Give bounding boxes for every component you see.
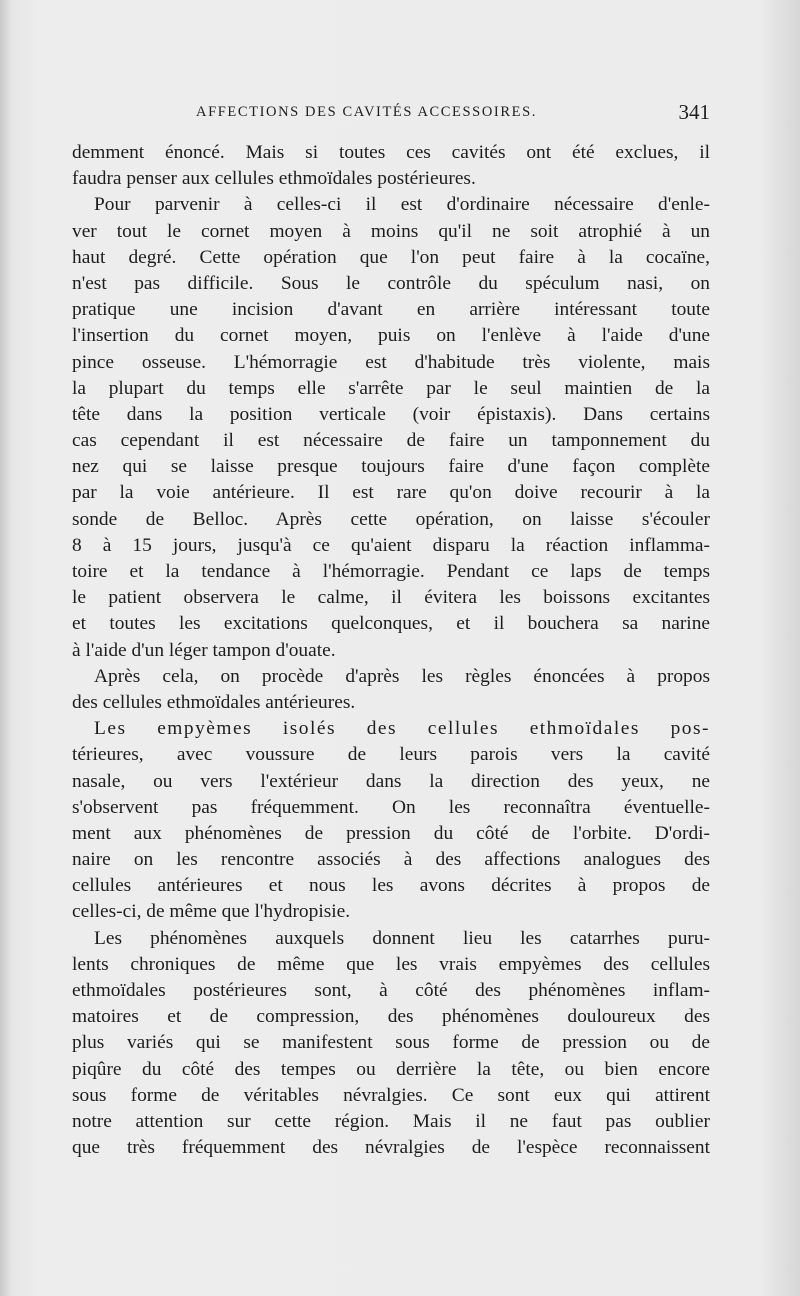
text-line: naire on les rencontre associés à des affections analogues des [72, 849, 710, 871]
text-line: Les phénomènes auxquels donnent lieu les catarrhes puru- [94, 927, 710, 949]
text-line: matoires et de compression, des phénomènes douloureux des [72, 1006, 710, 1028]
text-line: pratique une incision d'avant en arrière intéressant toute [72, 299, 710, 321]
text-line: toire et la tendance à l'hémorragie. Pendant ce laps de temps [72, 561, 710, 582]
text-line: térieures, avec voussure de leurs parois vers la cavité [72, 744, 710, 766]
text-line: ver tout le cornet moyen à moins qu'il ne soit atrophié à un [72, 220, 710, 242]
text-line: nasale, ou vers l'extérieur dans la direction des yeux, ne [72, 770, 710, 792]
text-line: nez qui se laisse presque toujours faire d'une façon complète [72, 456, 710, 478]
text-line: pince osseuse. L'hémorragie est d'habitude très violente, mais [72, 351, 710, 373]
text-line: ethmoïdales postérieures sont, à côté des phénomènes inflam- [72, 980, 710, 1001]
paragraph-4 [72, 716, 710, 926]
text-line: haut degré. Cette opération que l'on peut faire à la cocaïne, [72, 246, 710, 268]
text-line: cas cependant il est nécessaire de faire un tamponnement du [72, 430, 710, 452]
text-line: celles-ci, de même que l'hydropisie. [72, 901, 351, 923]
text-line: sous forme de véritables névralgies. Ce sont eux qui attirent [72, 1084, 710, 1106]
text-line: sonde de Belloc. Après cette opération, on laisse s'écouler [72, 508, 710, 530]
text-line: à l'aide d'un léger tampon d'ouate. [72, 639, 336, 661]
paragraph-3 [72, 664, 710, 716]
text-line: demment énoncé. Mais si toutes ces cavités ont été exclues, il [72, 142, 710, 163]
text-line: plus variés qui se manifestent sous forme de pression ou de [72, 1032, 710, 1054]
paragraph-5 [72, 926, 710, 1162]
text-line: tête dans la position verticale (voir épistaxis). Dans certains [72, 403, 710, 425]
text-line: Après cela, on procède d'après les règles énoncées à propos [94, 665, 710, 687]
text-line: l'insertion du cornet moyen, puis on l'enlève à l'aide d'une [72, 325, 710, 347]
text-line: cellules antérieures et nous les avons décrites à propos de [72, 875, 710, 897]
body-text [72, 140, 710, 1161]
text-line: le patient observera le calme, il évitera les boissons excitantes [72, 587, 710, 609]
text-line: que très fréquemment des névralgies de l'espèce reconnaissent [72, 1137, 710, 1159]
text-line: faudra penser aux cellules ethmoïdales postérieures. [72, 168, 476, 190]
text-line: des cellules ethmoïdales antérieures. [72, 691, 356, 713]
text-line: 8 à 15 jours, jusqu'à ce qu'aient disparu la réaction inflamma- [72, 534, 710, 556]
page-number: 341 [678, 100, 710, 124]
text-line: notre attention sur cette région. Mais il ne faut pas oublier [72, 1110, 710, 1132]
text-line: ment aux phénomènes de pression du côté de l'orbite. D'ordi- [72, 822, 710, 844]
text-line: la plupart du temps elle s'arrête par le seul maintien de la [72, 377, 710, 399]
text-line: Pour parvenir à celles-ci il est d'ordinaire nécessaire d'enle- [94, 194, 710, 216]
running-head: AFFECTIONS DES CAVITÉS ACCESSOIRES. [196, 104, 537, 120]
page-header [72, 100, 710, 126]
text-line: piqûre du côté des tempes ou derrière la tête, ou bien encore [72, 1058, 710, 1080]
text-line: par la voie antérieure. Il est rare qu'on doive recourir à la [72, 482, 710, 504]
text-line: lents chroniques de même que les vrais empyèmes des cellules [72, 953, 710, 975]
text-line: et toutes les excitations quelconques, et il bouchera sa narine [72, 613, 710, 635]
paragraph-1 [72, 140, 710, 192]
text-line: s'observent pas fréquemment. On les reconnaîtra éventuelle- [72, 796, 710, 818]
paragraph-2 [72, 192, 710, 663]
text-line: Les empyèmes isolés des cellules ethmoïdales pos- [94, 718, 710, 740]
text-line: n'est pas difficile. Sous le contrôle du spéculum nasi, on [72, 272, 710, 294]
